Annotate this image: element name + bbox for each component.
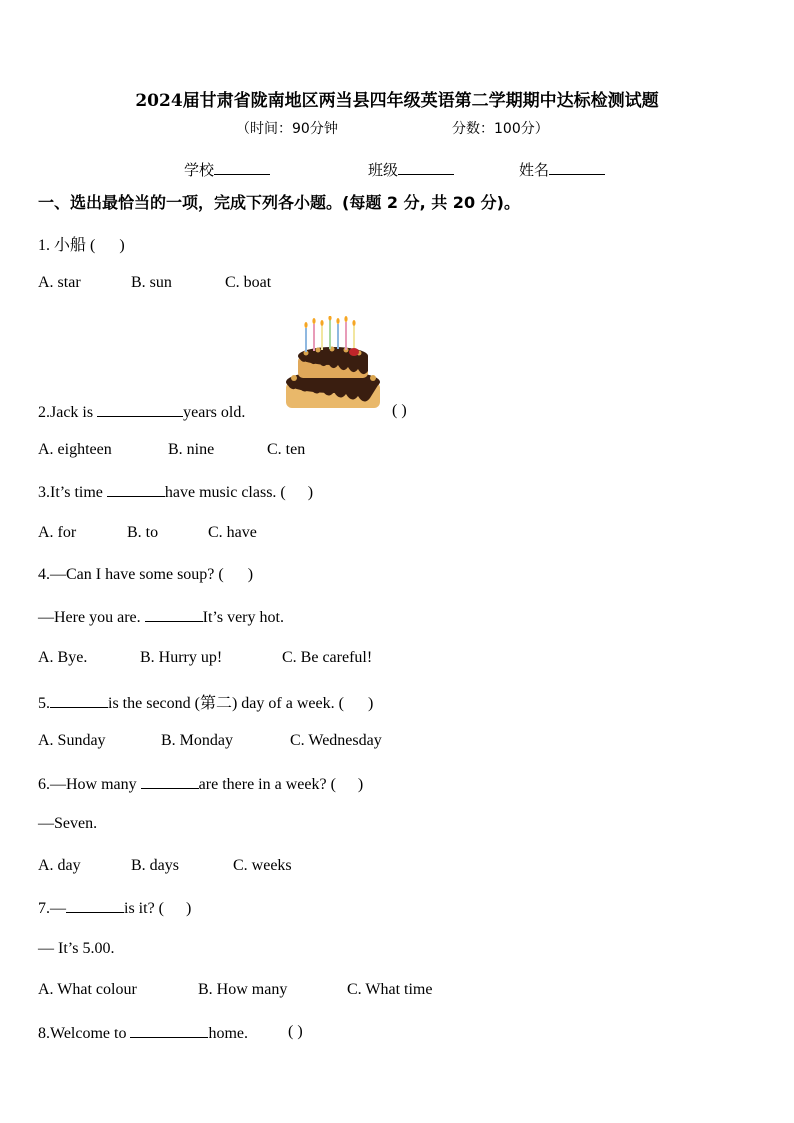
question-4-reply-end: It’s very hot. <box>202 609 284 626</box>
name-label: 姓名 <box>519 161 550 179</box>
question-3-stem: 3.It’s time <box>38 484 107 501</box>
question-7 <box>38 898 191 918</box>
question-1 <box>38 232 125 255</box>
question-2-stem-end: years old. <box>183 404 246 421</box>
question-4-stem: 4.—Can I have some soup? ( <box>38 566 224 583</box>
question-1-stem: 1. 小船 ( <box>38 237 96 254</box>
question-4 <box>38 566 253 584</box>
question-4-blank[interactable] <box>145 607 203 622</box>
exam-score: 分数：100分） <box>452 121 549 137</box>
question-1-option-b[interactable]: B. sun <box>131 274 172 291</box>
question-8-stem: 8.Welcome to <box>38 1025 131 1042</box>
birthday-cake-image <box>284 316 382 410</box>
question-6-option-b[interactable]: B. days <box>131 857 179 874</box>
question-7-number: 7.— <box>38 900 66 917</box>
question-4-reply-start: —Here you are. <box>38 609 145 626</box>
question-8-paren: ( ) <box>288 1023 303 1040</box>
question-3-stem-end: have music class. ( <box>164 484 286 501</box>
school-label: 学校 <box>184 161 215 179</box>
question-7-paren: ) <box>186 900 192 917</box>
question-3-option-a[interactable]: A. for <box>38 524 77 541</box>
question-4-option-b[interactable]: B. Hurry up! <box>140 649 223 666</box>
question-7-option-c[interactable]: C. What time <box>347 981 433 998</box>
question-5 <box>38 690 373 713</box>
question-6-option-a[interactable]: A. day <box>38 857 81 874</box>
question-6-option-c[interactable]: C. weeks <box>233 857 292 874</box>
question-5-number: 5. <box>38 695 50 712</box>
section-heading: 一、选出最恰当的一项，完成下列各小题。(每题 2 分, 共 20 分)。 <box>38 193 520 212</box>
question-6-blank[interactable] <box>141 774 199 789</box>
question-2-option-c[interactable]: C. ten <box>267 441 306 458</box>
school-field <box>184 159 270 180</box>
question-3-blank[interactable] <box>107 482 165 497</box>
question-2-stem: 2.Jack is <box>38 404 98 421</box>
question-7-reply: — It’s 5.00. <box>38 940 115 957</box>
question-7-option-b[interactable]: B. How many <box>198 981 288 998</box>
question-6 <box>38 774 363 794</box>
question-2-paren: ( ) <box>392 402 407 419</box>
question-7-option-a[interactable]: A. What colour <box>38 981 137 998</box>
question-5-option-b[interactable]: B. Monday <box>161 732 233 749</box>
question-5-stem: is the second (第二) day of a week. ( <box>108 695 344 712</box>
question-5-blank[interactable] <box>50 693 108 708</box>
question-4-paren: ) <box>247 566 254 583</box>
question-7-blank[interactable] <box>66 898 124 913</box>
question-4-option-a[interactable]: A. Bye. <box>38 649 88 666</box>
question-3-option-b[interactable]: B. to <box>127 524 159 541</box>
question-4-reply <box>38 607 284 627</box>
class-blank[interactable] <box>398 160 454 175</box>
question-3 <box>38 482 313 502</box>
question-4-option-c[interactable]: C. Be careful! <box>282 649 373 666</box>
school-blank[interactable] <box>214 160 270 175</box>
class-label: 班级 <box>368 161 399 179</box>
question-2-blank[interactable] <box>97 402 183 417</box>
exam-time: （时间：90分钟 <box>236 121 338 137</box>
question-6-reply: —Seven. <box>38 815 98 832</box>
question-7-stem: is it? ( <box>124 900 164 917</box>
name-blank[interactable] <box>549 160 605 175</box>
question-5-paren: ) <box>367 695 374 712</box>
question-6-paren: ) <box>357 776 364 793</box>
question-8-blank[interactable] <box>130 1023 208 1038</box>
question-1-option-c[interactable]: C. boat <box>225 274 272 291</box>
question-2-option-a[interactable]: A. eighteen <box>38 441 112 458</box>
question-5-option-c[interactable]: C. Wednesday <box>290 732 382 749</box>
name-field <box>519 159 605 180</box>
page-title: 2024届甘肃省陇南地区两当县四年级英语第二学期期中达标检测试题 <box>135 91 659 111</box>
question-8-stem-end: home. <box>208 1025 249 1042</box>
question-2 <box>38 402 245 422</box>
question-8 <box>38 1023 248 1043</box>
question-2-option-b[interactable]: B. nine <box>168 441 215 458</box>
question-1-option-a[interactable]: A. star <box>38 274 81 291</box>
question-6-stem-end: are there in a week? ( <box>198 776 336 793</box>
question-1-paren: ) <box>119 237 125 254</box>
question-6-stem: 6.—How many <box>38 776 141 793</box>
class-field <box>368 159 454 180</box>
question-3-option-c[interactable]: C. have <box>208 524 257 541</box>
question-5-option-a[interactable]: A. Sunday <box>38 732 106 749</box>
question-3-paren: ) <box>307 484 314 501</box>
